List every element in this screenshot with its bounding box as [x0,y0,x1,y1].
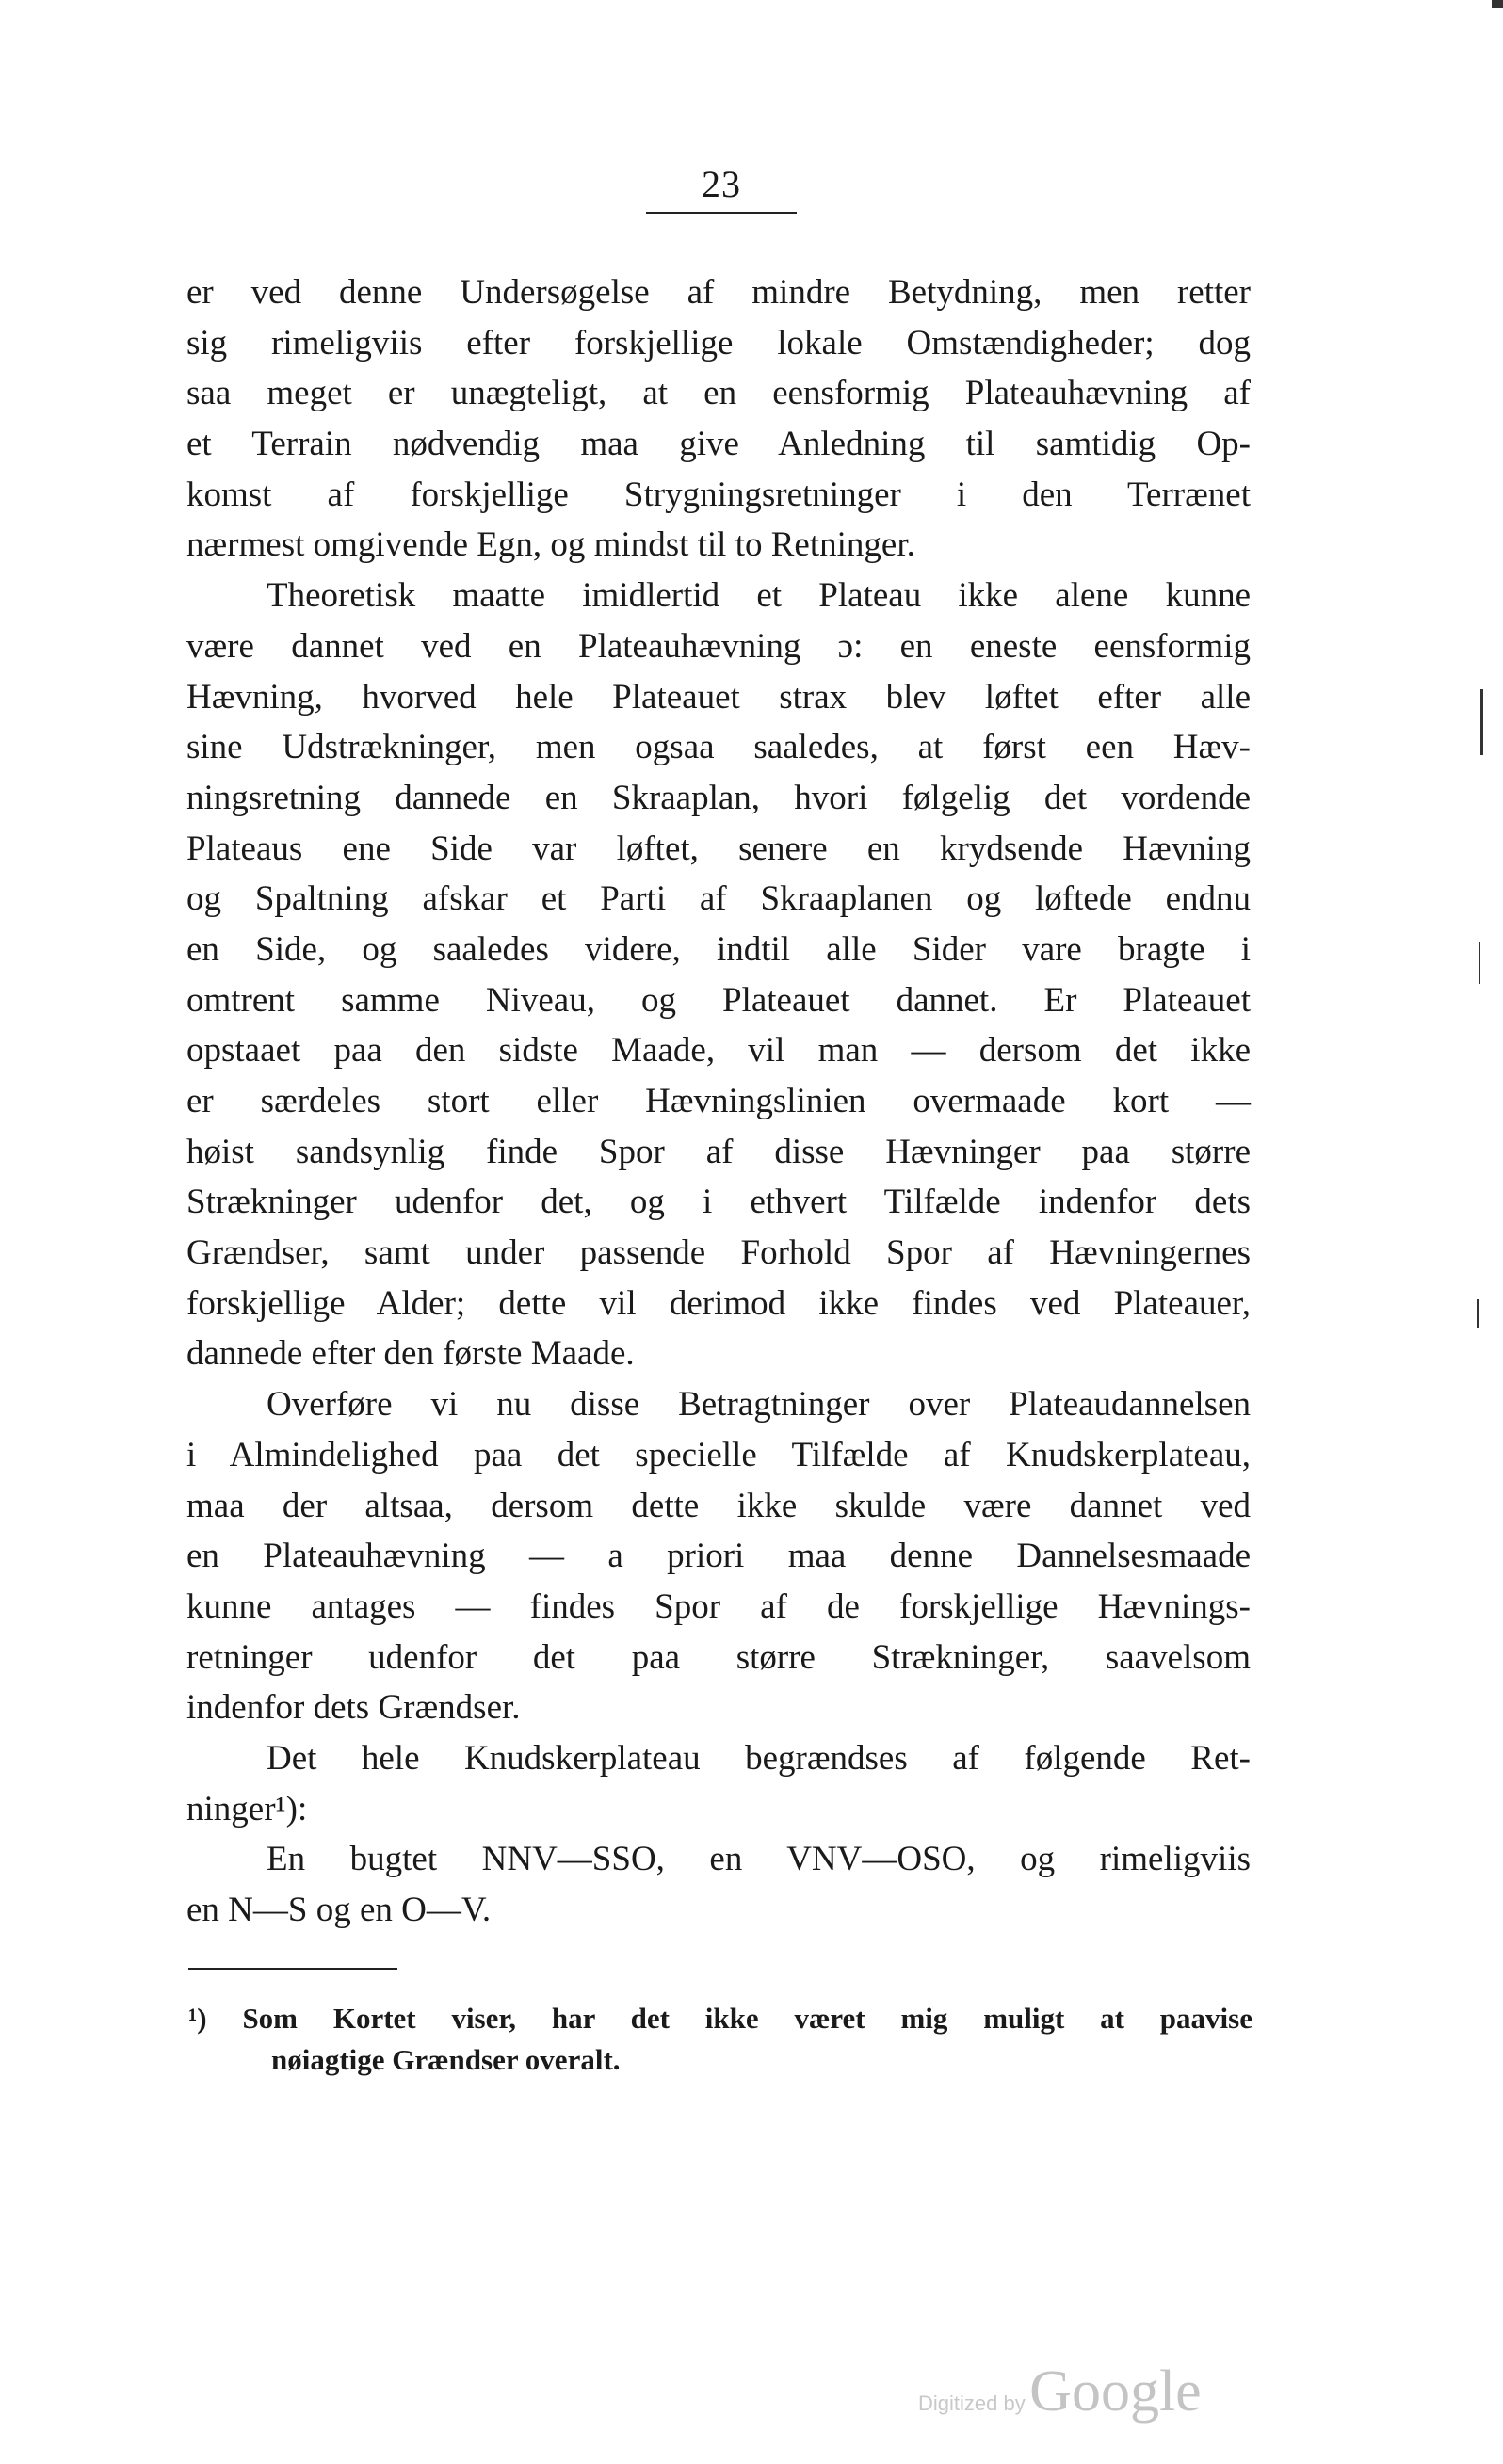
scan-artifact [1479,942,1480,984]
scan-artifact [1492,0,1503,8]
text-line: Theoretisk maatte imidlertid et Plateau ikke alene kunne [267,576,1251,616]
text-line: kunne antages — findes Spor af de forskjellige Hævnings- [186,1586,1251,1626]
text-line: retninger udenfor det paa større Strækninger, saavelsom [186,1637,1251,1677]
text-line: ninger¹): [186,1789,308,1828]
text-line: saa meget er unægteligt, at en eensformig Plateauhævning af [186,374,1251,413]
text-line: Overføre vi nu disse Betragtninger over Plateaudannelsen [267,1385,1251,1425]
text-line: maa der altsaa, dersom dette ikke skulde være dannet ved [186,1486,1251,1525]
text-line: dannede efter den første Maade. [186,1334,635,1374]
text-line: og Spaltning afskar et Parti af Skraaplanen og løftede endnu [186,879,1251,919]
text-line: Strækninger udenfor det, og i ethvert Tilfælde indenfor dets [186,1183,1251,1222]
text-line: indenfor dets Grændser. [186,1688,521,1728]
footnote-rule [188,1968,397,1970]
scan-artifact [1477,1299,1479,1328]
body-text [186,267,1251,1936]
footnote [188,1998,1252,2081]
text-line: være dannet ved en Plateauhævning ɔ: en eneste eensformig [186,626,1251,666]
text-line: sine Udstrækninger, men ogsaa saaledes, at først een Hæv- [186,728,1251,767]
text-line: sig rimeligviis efter forskjellige lokale Omstændigheder; dog [186,323,1251,362]
footnote-line: nøiagtige Grændser overalt. [271,2043,621,2076]
text-line: nærmest omgivende Egn, og mindst til to Retninger. [186,525,915,565]
text-line: komst af forskjellige Strygningsretninger i den Terrænet [186,475,1251,514]
google-logo: Google [1029,2359,1202,2424]
text-line: er ved denne Undersøgelse af mindre Betydning, men retter [186,273,1251,312]
text-line: Det hele Knudskerplateau begrændses af følgende Ret- [267,1738,1251,1778]
text-line: Grændser, samt under passende Forhold Spor af Hævningernes [186,1233,1251,1273]
footnote-line: ¹) Som Kortet viser, har det ikke været mig muligt at paavise [188,2002,1252,2035]
text-line: en N—S og en O—V. [186,1891,492,1929]
text-line: forskjellige Alder; dette vil derimod ikke findes ved Plateauer, [186,1283,1251,1323]
text-line: opstaaet paa den sidste Maade, vil man — dersom det ikke [186,1031,1251,1071]
text-line: en Plateauhævning — a priori maa denne Dannelsesmaade [186,1537,1251,1576]
text-line: en Side, og saaledes videre, indtil alle Sider vare bragte i [186,929,1251,969]
text-line: er særdeles stort eller Hævningslinien overmaade kort — [186,1082,1251,1120]
text-line: høist sandsynlig finde Spor af disse Hævninger paa større [186,1132,1251,1171]
text-line: omtrent samme Niveau, og Plateauet dannet. Er Plateauet [186,980,1251,1020]
text-line: et Terrain nødvendig maa give Anledning til samtidig Op- [186,425,1251,464]
text-line: Plateaus ene Side var løftet, senere en krydsende Hævning [186,829,1251,868]
digitized-by-google-watermark [918,2359,1202,2425]
text-line: i Almindelighed paa det specielle Tilfælde af Knudskerplateau, [186,1435,1251,1474]
text-line: En bugtet NNV—SSO, en VNV—OSO, og rimeligviis [267,1840,1251,1879]
page-number: 23 [646,162,797,214]
watermark-prefix: Digitized by [918,2392,1026,2415]
text-line: ningsretning dannede en Skraaplan, hvori følgelig det vordende [186,778,1251,817]
scan-artifact [1480,689,1483,755]
text-line: Hævning, hvorved hele Plateauet strax blev løftet efter alle [186,677,1251,717]
